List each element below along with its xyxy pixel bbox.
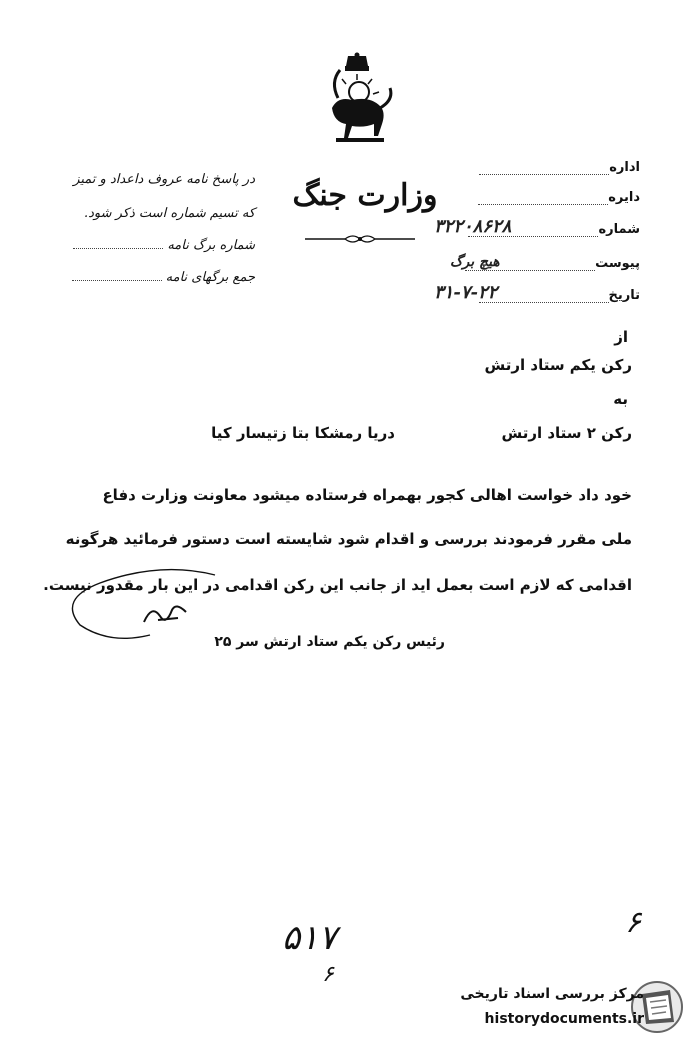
date-field <box>420 282 640 303</box>
number-value: ۳۲۲۰۸۶۲۸ <box>434 216 512 237</box>
signature-title: رئیس رکن یکم ستاد ارتش سر ۲۵ <box>214 634 445 650</box>
to-recipient: دریا رمشکا بتا زتیسار کیا <box>211 424 395 442</box>
archive-website: historydocuments.ir <box>484 1011 644 1027</box>
total-pages-field <box>70 270 255 285</box>
attachment-dots <box>465 270 595 271</box>
handwritten-page-number: ۵۱۷ <box>282 918 337 958</box>
attachment-label: پیوست <box>595 256 640 271</box>
title-ornament-divider <box>305 232 415 246</box>
division-dots <box>478 204 608 205</box>
letter-page-number-field <box>70 238 255 253</box>
reply-instruction-line-1: در پاسخ نامه عروف داعداد و تمیز <box>73 172 255 187</box>
total-pages-label: جمع برگهای نامه <box>165 270 255 285</box>
from-label: از <box>614 328 628 346</box>
handwritten-signature <box>140 600 190 630</box>
to-unit: رکن ۲ ستاد ارتش <box>501 424 632 442</box>
department-dots <box>479 174 609 175</box>
number-field <box>420 216 640 237</box>
date-value: ۳۱-۷-۲۲ <box>434 282 498 303</box>
body-line-3: اقدامی که لازم است بعمل اید از جانب این رکن اقدامی در این بار مقدور نیست. <box>43 576 632 594</box>
attachment-value: هیچ برگ <box>450 254 500 270</box>
total-pages-dots <box>72 280 162 281</box>
date-dots <box>479 302 609 303</box>
handwritten-oval-mark <box>50 565 220 645</box>
ministry-title: وزارت جنگ <box>292 178 438 213</box>
department-label: اداره <box>609 160 640 175</box>
department-field <box>420 160 640 175</box>
letter-page-number-label: شماره برگ نامه <box>167 238 255 253</box>
handwritten-page-subnumber: ۶ <box>322 962 334 987</box>
archive-name: مرکز بررسی اسناد تاریخی <box>460 986 644 1002</box>
to-label: به <box>613 390 628 408</box>
body-line-2: ملی مقرر فرمودند بررسی و اقدام شود شایسته است دستور فرمائید هرگونه <box>65 530 632 548</box>
lion-and-sun-emblem-icon <box>312 52 402 144</box>
reply-instruction-line-2: که تسیم شماره است ذکر شود. <box>83 206 255 221</box>
body-line-1: خود داد خواست اهالی کجور بهمراه فرستاده میشود معاونت وزارت دفاع <box>102 486 632 504</box>
attachment-field <box>420 256 640 271</box>
division-label: دایره <box>608 190 640 205</box>
handwritten-corner-number: ۶ <box>625 905 642 940</box>
date-label: تاریخ <box>608 288 640 303</box>
from-unit: رکن یکم ستاد ارتش <box>484 356 632 374</box>
number-label: شماره <box>598 222 640 237</box>
letter-page-number-dots <box>73 248 163 249</box>
division-field <box>420 190 640 205</box>
